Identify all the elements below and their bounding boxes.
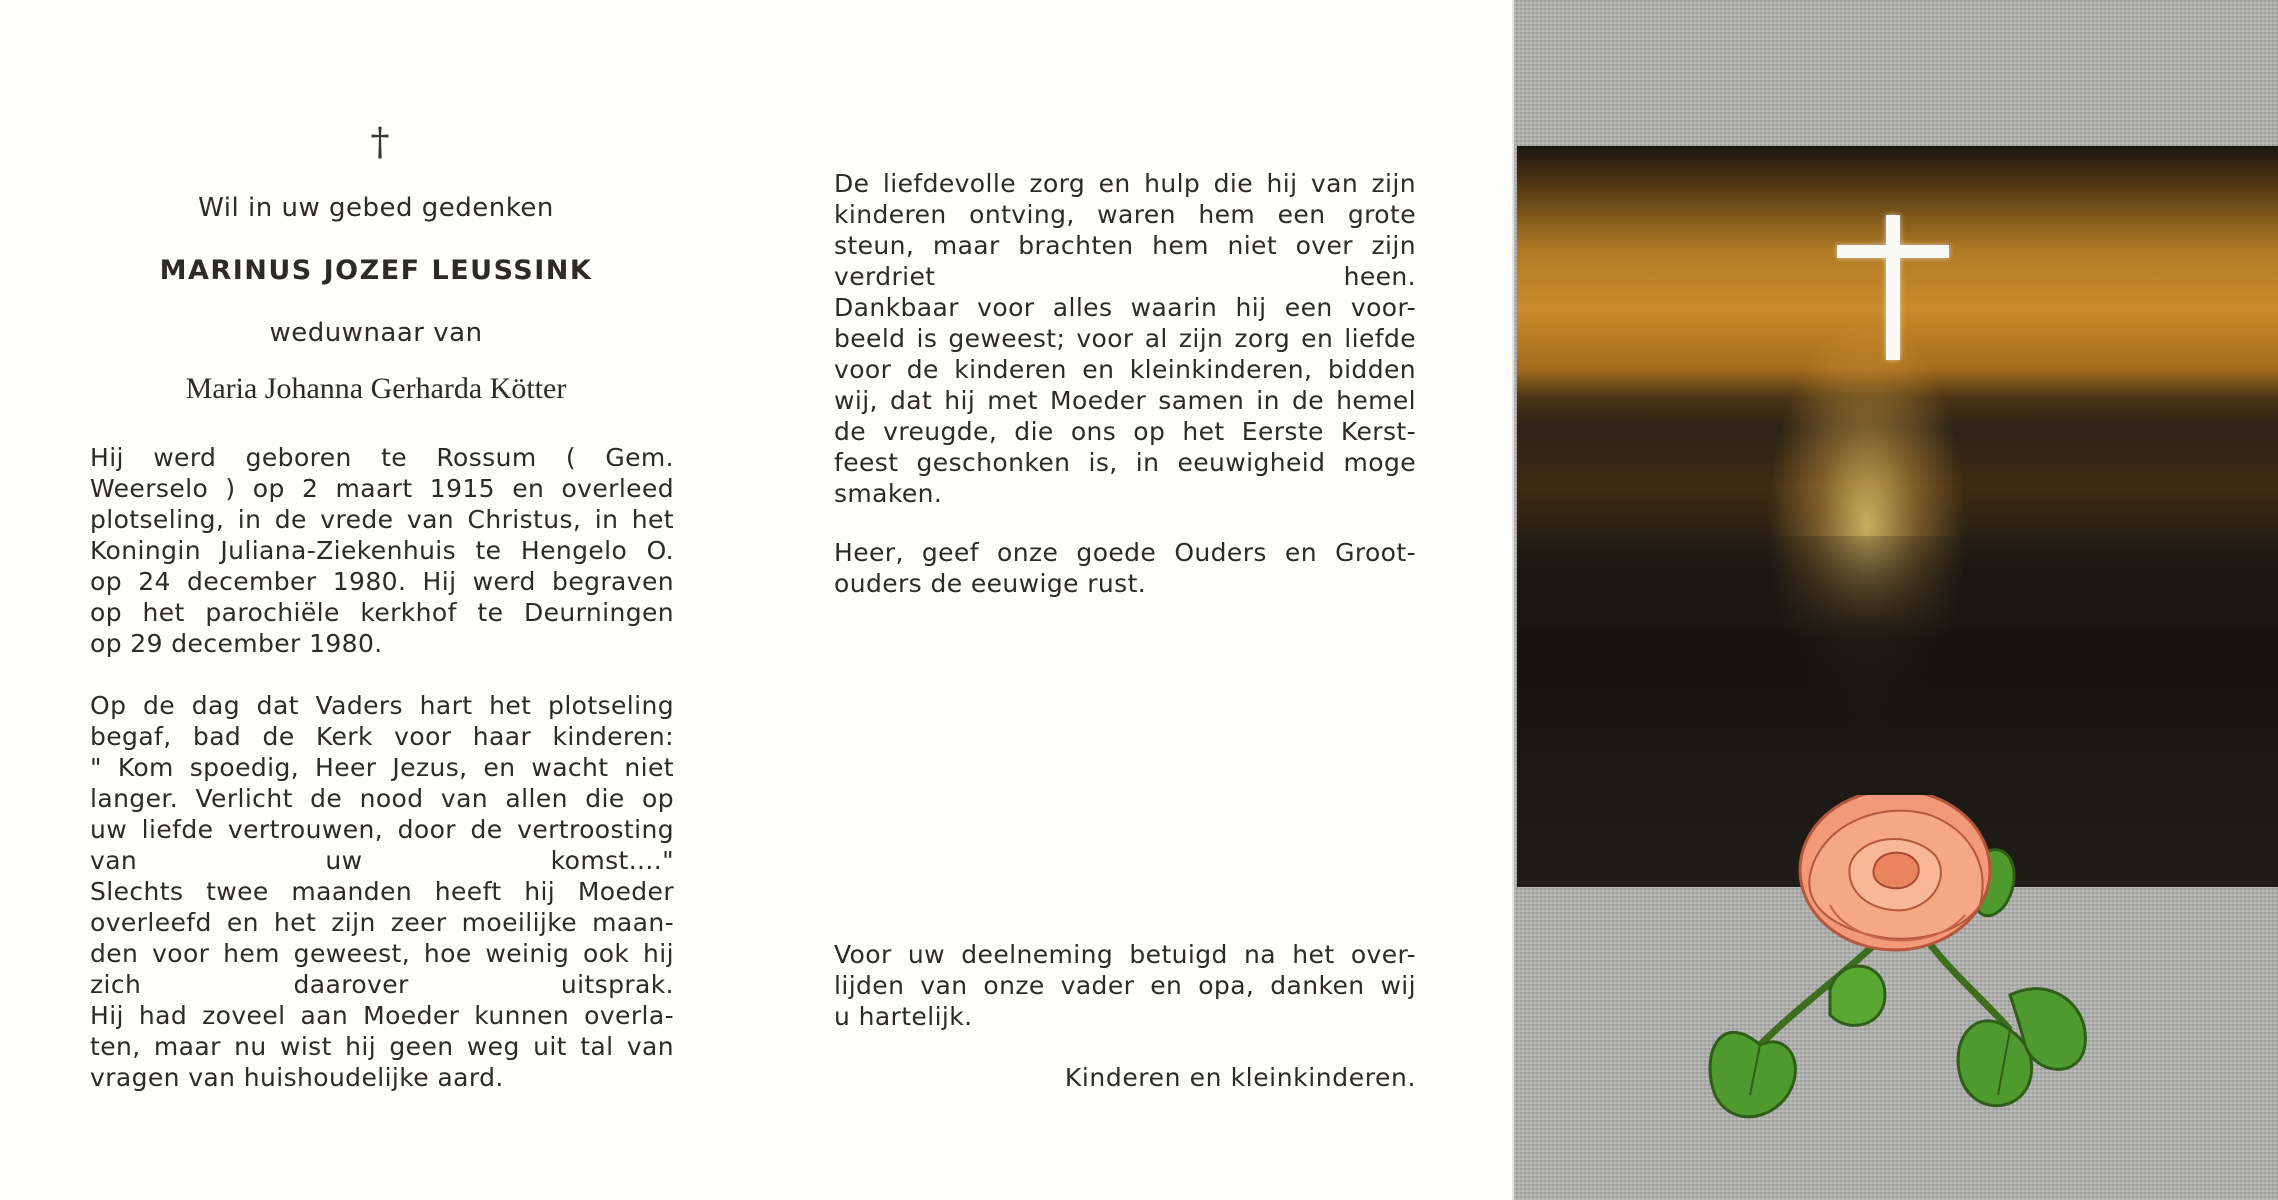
prayer-paragraph: [834, 537, 1416, 599]
widow-label: weduwnaar van: [269, 318, 483, 348]
intro-line: Wil in uw gebed gedenken: [198, 193, 554, 223]
text-line: Hij werd geboren te Rossum ( Gem.: [90, 443, 674, 472]
text-line: Hij had zoveel aan Moeder kunnen overla-: [90, 1001, 674, 1030]
text-line: begaf, bad de Kerk voor haar kinderen:: [90, 722, 674, 751]
text-line: " Kom spoedig, Heer Jezus, en wacht niet: [90, 753, 674, 782]
signoff: Kinderen en kleinkinderen.: [1064, 1063, 1416, 1092]
rose-illustration: [1680, 795, 2120, 1145]
white-cross-horizontal: [1837, 245, 1949, 258]
white-cross-vertical: [1886, 215, 1900, 360]
text-line: u hartelijk.: [834, 1002, 973, 1031]
text-line: op 24 december 1980. Hij werd begraven: [90, 567, 674, 596]
text-line: kinderen ontving, waren hem een grote: [834, 200, 1416, 229]
text-line: beeld is geweest; voor al zijn zorg en liefde: [834, 324, 1416, 353]
cross-icon: †: [370, 120, 390, 164]
text-line: Koningin Juliana-Ziekenhuis te Hengelo O.: [90, 536, 674, 565]
text-line: De liefdevolle zorg en hulp die hij van zijn: [834, 169, 1416, 198]
gratitude-paragraph: [834, 168, 1416, 509]
text-line: langer. Verlicht de nood van allen die op: [90, 784, 674, 813]
text-line: voor de kinderen en kleinkinderen, bidden: [834, 355, 1416, 384]
text-line: op 29 december 1980.: [90, 629, 383, 658]
biography-paragraph: [90, 442, 674, 659]
text-line: zich daarover uitsprak.: [90, 970, 674, 999]
text-line: van uw komst....": [90, 846, 674, 875]
text-line: Heer, geef onze goede Ouders en Groot-: [834, 538, 1416, 567]
text-line: uw liefde vertrouwen, door de vertroosting: [90, 815, 674, 844]
text-line: lijden van onze vader en opa, danken wij: [834, 971, 1416, 1000]
text-line: de vreugde, die ons op het Eerste Kerst-: [834, 417, 1416, 446]
text-line: Op de dag dat Vaders hart het plotseling: [90, 691, 674, 720]
text-line: plotseling, in de vrede van Christus, in het: [90, 505, 674, 534]
text-line: Slechts twee maanden heeft hij Moeder: [90, 877, 674, 906]
text-line: verdriet heen.: [834, 262, 1416, 291]
spouse-name: Maria Johanna Gerharda Kötter: [185, 372, 567, 405]
text-line: ouders de eeuwige rust.: [834, 569, 1147, 598]
text-line: Dankbaar voor alles waarin hij een voor-: [834, 293, 1416, 322]
rose-icon: [1680, 795, 2120, 1145]
text-line: den voor hem geweest, hoe weinig ook hij: [90, 939, 674, 968]
text-line: wij, dat hij met Moeder samen in de hemel: [834, 386, 1416, 415]
text-line: Voor uw deelneming betuigd na het over-: [834, 940, 1416, 969]
text-line: Weerselo ) op 2 maart 1915 en overleed: [90, 474, 674, 503]
text-line: overleefd en het zijn zeer moeilijke maan-: [90, 908, 674, 937]
text-line: feest geschonken is, in eeuwigheid moge: [834, 448, 1416, 477]
text-line: op het parochiële kerkhof te Deurningen: [90, 598, 674, 627]
reflection-paragraph: [90, 690, 674, 1093]
text-line: vragen van huishoudelijke aard.: [90, 1063, 504, 1092]
deceased-name: MARINUS JOZEF LEUSSINK: [159, 255, 593, 286]
text-line: ten, maar nu wist hij geen weg uit tal van: [90, 1032, 674, 1061]
thanks-paragraph: [834, 939, 1416, 1032]
left-panel: [0, 0, 752, 1200]
text-line: smaken.: [834, 479, 943, 508]
text-line: steun, maar brachten hem niet over zijn: [834, 231, 1416, 260]
